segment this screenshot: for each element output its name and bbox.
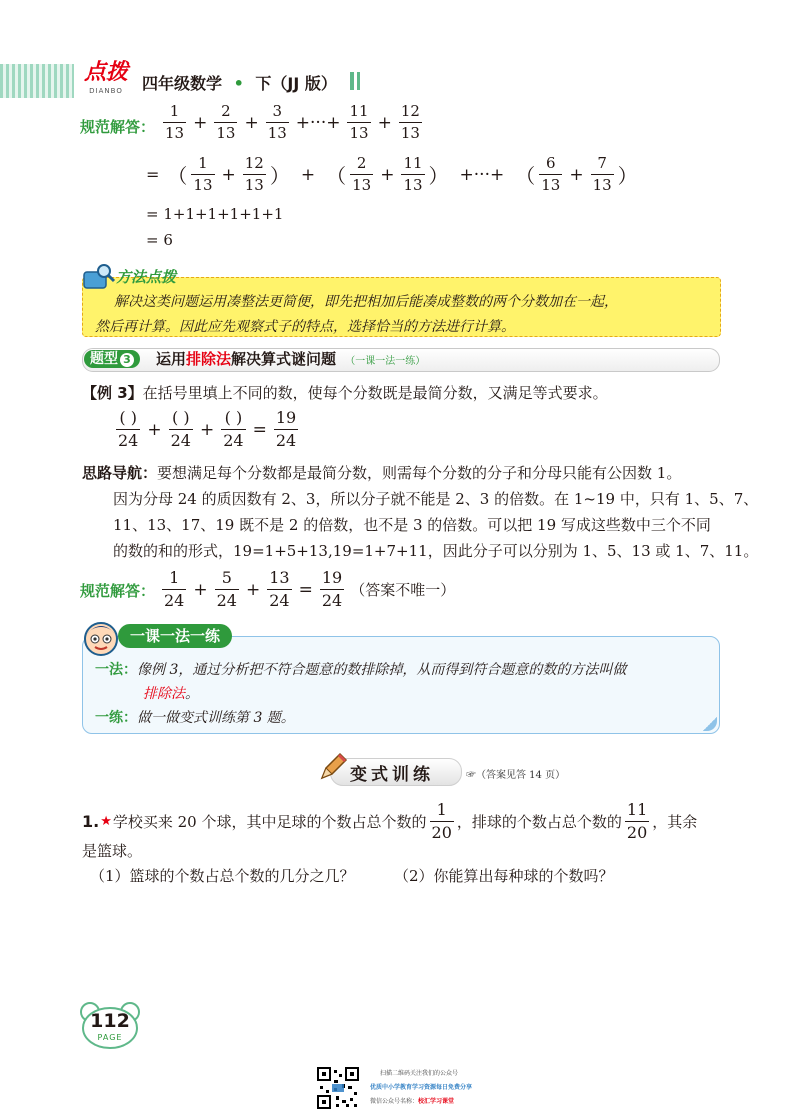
fraction — [347, 104, 370, 141]
denominator-3: 24 — [223, 431, 244, 450]
section3-tag-num: 3 — [120, 353, 134, 367]
numerator: 11 — [403, 154, 423, 172]
cartoon-boy-icon — [80, 617, 122, 659]
blank-numerator-1[interactable]: ( ) — [119, 408, 137, 427]
method-tip-line1: 解决这类问题运用凑整法更简便，即先把相加后能凑成整数的两个分数加在一起， — [114, 294, 618, 310]
qr-caption-2: 优质中小学教育学习资源每日免费分享 — [370, 1084, 473, 1091]
plus-sign: + — [147, 419, 162, 440]
example3-equation — [116, 410, 298, 449]
one-lesson-fa-line1 — [95, 658, 626, 682]
operator: + — [193, 112, 208, 133]
operator: + — [569, 164, 584, 185]
denominator: 13 — [216, 124, 236, 142]
section3-title — [156, 350, 425, 371]
one-lesson-title: 一课一法一练 — [130, 627, 221, 645]
numerator: 1 — [436, 800, 447, 819]
fraction — [539, 156, 562, 193]
numerator: 1 — [198, 154, 208, 172]
numerator: 3 — [272, 102, 282, 120]
thinking-label: 思路导航： — [82, 464, 158, 482]
numerator: 12 — [244, 154, 264, 172]
denominator: 13 — [267, 124, 287, 142]
qr-caption-3 — [370, 1096, 454, 1105]
numerator: 11 — [349, 102, 369, 120]
page-label: PAGE — [97, 1033, 123, 1042]
equals-sign: = — [298, 579, 313, 600]
thinking-line1 — [82, 459, 681, 487]
method-tip-icon — [82, 262, 116, 292]
operator: +···+ — [459, 164, 505, 185]
solution1-label: 规范解答： — [80, 118, 156, 136]
fa-label: 一法： — [95, 662, 137, 678]
method-tip-line2: 然后再计算。因此应先观察式子的特点，选择恰当的方法进行计算。 — [95, 319, 515, 335]
magnifier-icon — [82, 262, 116, 292]
parenthesis: （ — [515, 164, 536, 188]
denominator: 13 — [352, 176, 372, 194]
section3-title-red: 排除法 — [186, 350, 232, 368]
denominator: 13 — [193, 176, 213, 194]
qr-code-icon — [316, 1066, 360, 1110]
variant-title: 变式训练 — [350, 765, 434, 785]
variant-answer-ref: ☞（答案见答 14 页） — [466, 770, 566, 781]
denominator: 13 — [165, 124, 185, 142]
numerator: 19 — [321, 568, 343, 587]
header-bar-1 — [350, 72, 354, 90]
numerator: 13 — [269, 568, 290, 587]
numerator: 2 — [356, 154, 367, 172]
denominator: 24 — [269, 591, 290, 610]
denominator: 24 — [216, 591, 237, 610]
solution1-line4: = 6 — [146, 231, 173, 249]
solution2-equation — [162, 570, 455, 609]
solution1-line2-eq: = — [146, 165, 160, 184]
section3-title-pre: 运用 — [156, 350, 187, 368]
denominator-2: 24 — [170, 431, 191, 450]
operator: +···+ — [295, 112, 341, 133]
problem1-q1: （1）篮球的个数占总个数的几分之几？ — [90, 867, 355, 885]
numerator: 2 — [221, 102, 231, 120]
parenthesis: ） — [617, 164, 638, 188]
problem1-frac1 — [430, 802, 454, 841]
header-subject: 四年级数学 — [142, 74, 223, 93]
solution2-note: （答案不唯一） — [350, 581, 456, 599]
problem1-frac2 — [625, 802, 649, 841]
blank-numerator-2[interactable]: ( ) — [172, 408, 190, 427]
solution1-line1 — [163, 104, 422, 141]
plus-sign: + — [199, 419, 215, 440]
operator: + — [380, 164, 395, 185]
thinking-line4: 的数的和的形式，19=1+5+13,19=1+7+11，因此分子可以分别为 1、5、13 或 1、7、11。 — [113, 542, 759, 560]
plus-sign: + — [193, 579, 208, 600]
denominator: 13 — [400, 124, 420, 142]
lian-text: 做一做变式训练第 3 题。 — [137, 710, 295, 726]
parenthesis: （ — [167, 164, 188, 188]
numerator: 5 — [221, 568, 232, 587]
solution2-frac3 — [267, 570, 291, 609]
example3-text: 在括号里填上不同的数，使每个分数既是最简分数，又满足等式要求。 — [142, 384, 608, 402]
header-stripe — [0, 64, 74, 98]
fraction — [399, 104, 422, 141]
denominator: 13 — [244, 176, 264, 194]
section3-sub: （一课一法一练） — [345, 356, 426, 367]
denominator: 24 — [321, 591, 343, 610]
problem1-text-a: 学校买来 20 个球，其中足球的个数占总个数的 — [112, 813, 427, 831]
operator: + — [244, 112, 259, 133]
denominator: 13 — [541, 176, 561, 194]
method-tip-title: 方法点拨 — [116, 268, 177, 286]
fraction — [401, 156, 424, 193]
section3-title-post: 解决算式谜问题 — [231, 350, 337, 368]
example3-result — [274, 410, 298, 449]
fa-end: 。 — [185, 686, 199, 702]
fraction — [243, 156, 266, 193]
example3-frac2 — [169, 410, 193, 449]
header-bar-2 — [357, 72, 360, 90]
problem1-number: 1. — [82, 812, 100, 831]
header-edition: 下（JJ 版） — [255, 74, 337, 93]
fa-text: 像例 3，通过分析把不符合题意的数排除掉，从而得到符合题意的数的方法叫做 — [137, 662, 627, 678]
solution2-result — [320, 570, 344, 609]
thinking-line2: 因为分母 24 的质因数有 2、3，所以分子就不能是 2、3 的倍数。在 1~19 中，只有 1、5、7、 — [113, 490, 759, 508]
numerator: 1 — [169, 102, 180, 120]
operator: + — [221, 164, 236, 185]
fraction — [214, 104, 237, 141]
star-icon: ★ — [100, 814, 112, 829]
one-lesson-title-pill — [118, 624, 232, 648]
thinking-line3: 11、13、17、19 既不是 2 的倍数，也不是 3 的倍数。可以把 19 写成这些数中三个不同 — [113, 516, 711, 534]
example3-label: 【例 3】 — [82, 384, 143, 402]
page-number-badge — [80, 1000, 140, 1050]
solution1-line3: = 1+1+1+1+1+1 — [146, 205, 284, 223]
parenthesis: ） — [269, 164, 290, 188]
brand-logo-sub: DIANBO — [89, 87, 123, 95]
denominator: 13 — [403, 176, 423, 194]
thinking-text1: 要想满足每个分数都是最简分数，则需每个分数的分子和分母只能有公因数 1。 — [157, 464, 682, 482]
operator: + — [377, 112, 392, 133]
header-dot: • — [233, 74, 244, 93]
fraction — [266, 104, 289, 141]
brand-logo-text: 点拨 — [83, 60, 128, 85]
example3-line — [82, 379, 608, 407]
solution1-line2-terms — [163, 156, 641, 193]
fraction — [591, 156, 614, 193]
problem1-text-b: ，排球的个数占总个数的 — [456, 813, 622, 831]
numerator: 12 — [400, 102, 420, 120]
parenthesis: （ — [326, 164, 347, 188]
qr-caption-1: 扫描二维码关注我们的公众号 — [380, 1070, 459, 1077]
denominator: 13 — [349, 124, 369, 142]
problem1-q2: （2）你能算出每种球的个数吗？ — [394, 867, 614, 885]
one-lesson-fa-line2 — [143, 682, 199, 706]
problem1-line1 — [82, 802, 697, 841]
result-numerator: 19 — [275, 408, 297, 427]
solution2-frac1 — [162, 570, 186, 609]
section3-tag-label: 题型 — [90, 351, 118, 367]
header-title — [142, 71, 337, 94]
denominator: 20 — [431, 823, 452, 842]
solution1-line2 — [146, 156, 642, 193]
denominator-1: 24 — [118, 431, 139, 450]
page-number: 112 — [90, 1010, 130, 1032]
solution2-label: 规范解答： — [80, 582, 156, 600]
example3-frac3 — [221, 410, 245, 449]
parenthesis: ） — [428, 164, 449, 188]
one-lesson-lian — [95, 706, 295, 730]
qr-caption-3-name: 校汇学习课堂 — [418, 1098, 455, 1105]
solution2-frac2 — [215, 570, 239, 609]
example3-frac1 — [116, 410, 140, 449]
blank-numerator-3[interactable]: ( ) — [224, 408, 243, 427]
boy-face-icon — [80, 617, 122, 659]
equals-sign: = — [252, 419, 267, 440]
operator: + — [300, 164, 316, 185]
numerator: 7 — [597, 154, 607, 172]
fraction — [191, 156, 214, 193]
problem1-line2: 是篮球。 — [82, 842, 143, 860]
problem1-text-c: ，其余 — [652, 813, 698, 831]
pencil-icon — [318, 752, 348, 782]
fraction — [350, 156, 373, 193]
fraction — [163, 104, 186, 141]
result-denominator: 24 — [275, 431, 297, 450]
plus-sign: + — [245, 579, 261, 600]
denominator: 20 — [626, 823, 648, 842]
lian-label: 一练： — [95, 710, 137, 726]
fa-red-term: 排除法 — [143, 686, 185, 702]
numerator: 6 — [546, 154, 556, 172]
pencil-icon — [318, 752, 348, 786]
brand-logo — [76, 60, 136, 102]
denominator: 13 — [592, 176, 612, 194]
numerator: 1 — [169, 568, 180, 587]
denominator: 24 — [164, 591, 185, 610]
qr-code — [316, 1066, 360, 1110]
section3-tag — [84, 350, 140, 368]
qr-caption-3-label: 微信公众号名称： — [370, 1098, 419, 1105]
numerator: 11 — [626, 800, 648, 819]
